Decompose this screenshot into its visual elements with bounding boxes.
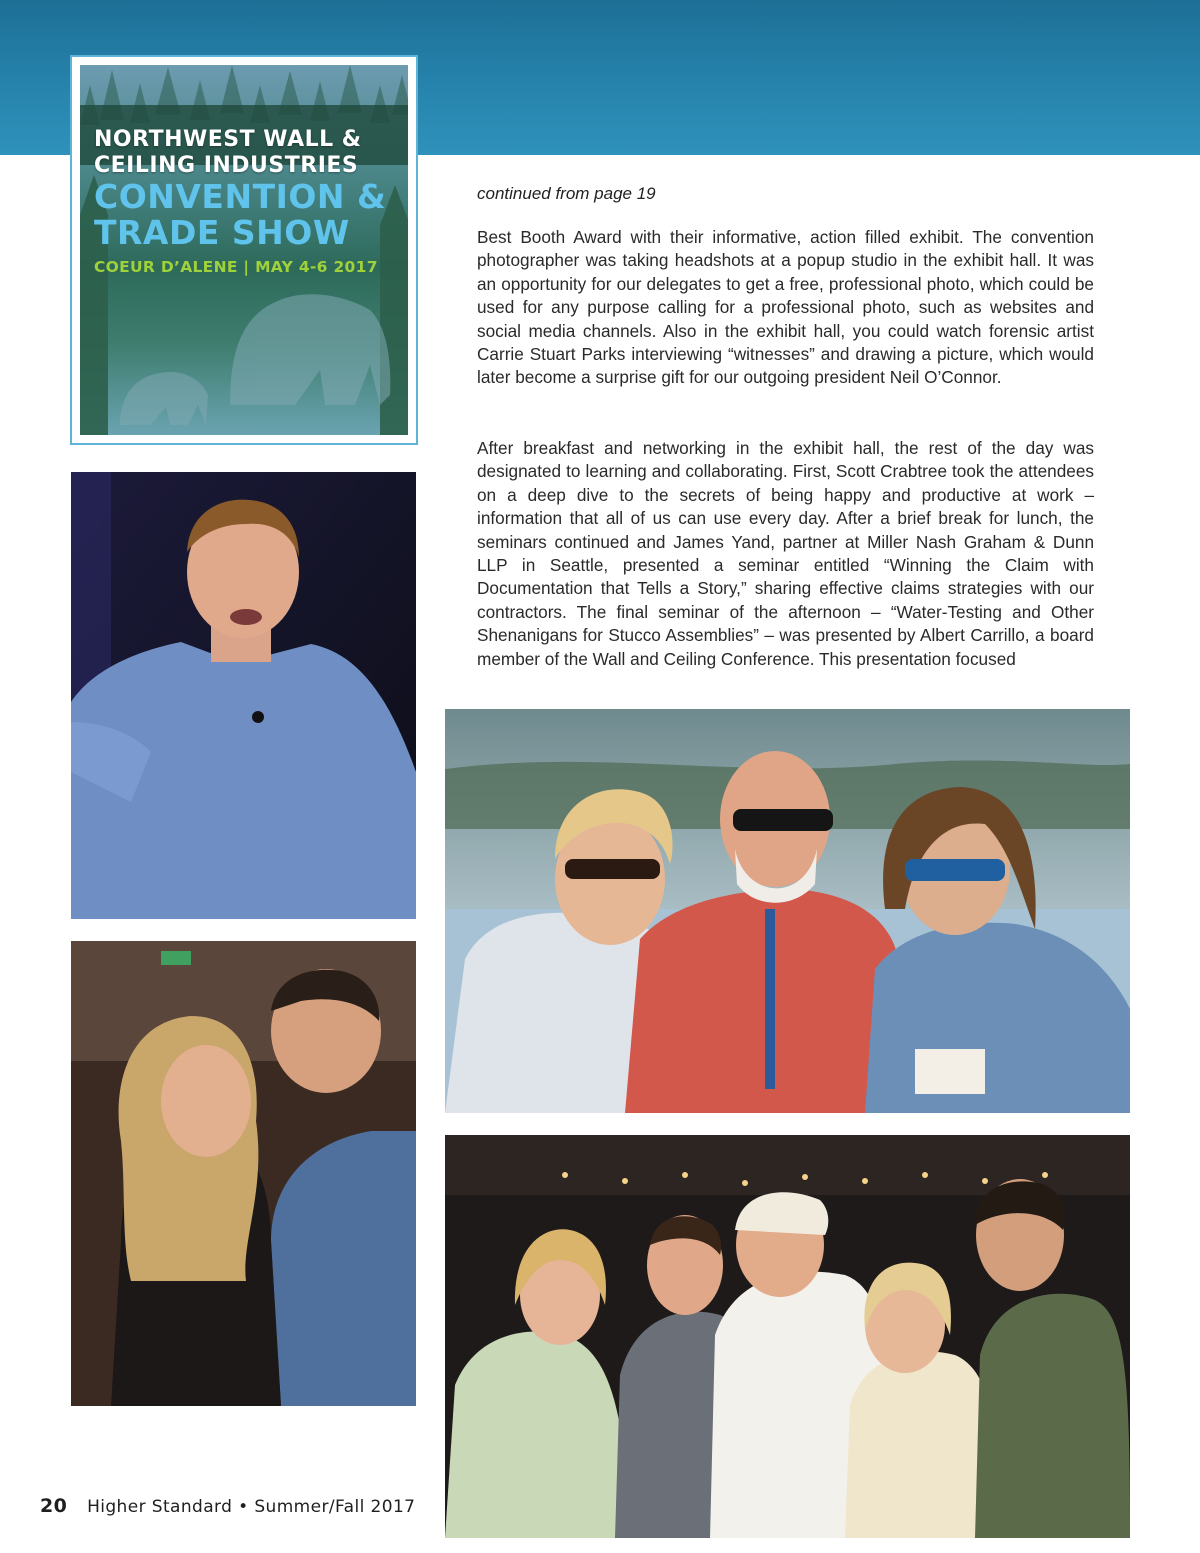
logo-title-line-2: CEILING INDUSTRIES	[94, 153, 359, 178]
continued-note: continued from page 19	[477, 184, 656, 203]
logo-location-date: COEUR D’ALENE | MAY 4-6 2017	[94, 258, 378, 276]
photo-couple-at-party	[71, 941, 416, 1406]
logo-artwork	[80, 65, 408, 435]
page-footer	[40, 1495, 415, 1517]
photo-trio-by-lake	[445, 709, 1130, 1113]
photo-group-evening	[445, 1135, 1130, 1538]
page-number: 20	[40, 1495, 68, 1517]
article-paragraph: Best Booth Award with their informative, action filled exhibit. The convention photographer was taking headshots at a popup studio in the exhibit hall. It was an opportunity for our delegates to get a free, professional photo, which could be used for any purpose calling for a professional photo, such as websites and social media channels. Also in the exhibit hall, you could watch forensic artist Carrie Stuart Parks interviewing “witnesses” and drawing a picture, which would later become a surprise gift for our outgoing president Neil O’Connor.	[477, 227, 1094, 388]
logo-title-line-1: NORTHWEST WALL &	[94, 127, 362, 152]
event-logo	[70, 55, 418, 445]
article-paragraph: After breakfast and networking in the exhibit hall, the rest of the day was designated to learning and collaborating. First, Scott Crabtree took the attendees on a deep dive to the secrets of being happy and productive at work – information that all of us can use every day. After a brief break for lunch, the seminars continued and James Yand, partner at Miller Nash Graham & Dunn LLP in Seattle, presented a seminar entitled “Winning the Claim with Documentation that Tells a Story,” sharing effective claims strategies with our contractors. The final seminar of the afternoon – “Water-Testing and Other Shenanigans for Stucco Assemblies” – was presented by Albert Carrillo, a board member of the Wall and Ceiling Conference. This presentation focused	[477, 438, 1094, 669]
logo-text-block	[94, 127, 408, 279]
logo-title-line-3: CONVENTION &	[94, 177, 387, 216]
photo-speaker-on-stage	[71, 472, 416, 919]
publication-title: Higher Standard • Summer/Fall 2017	[87, 1497, 416, 1517]
logo-title-line-4: TRADE SHOW	[94, 213, 350, 252]
